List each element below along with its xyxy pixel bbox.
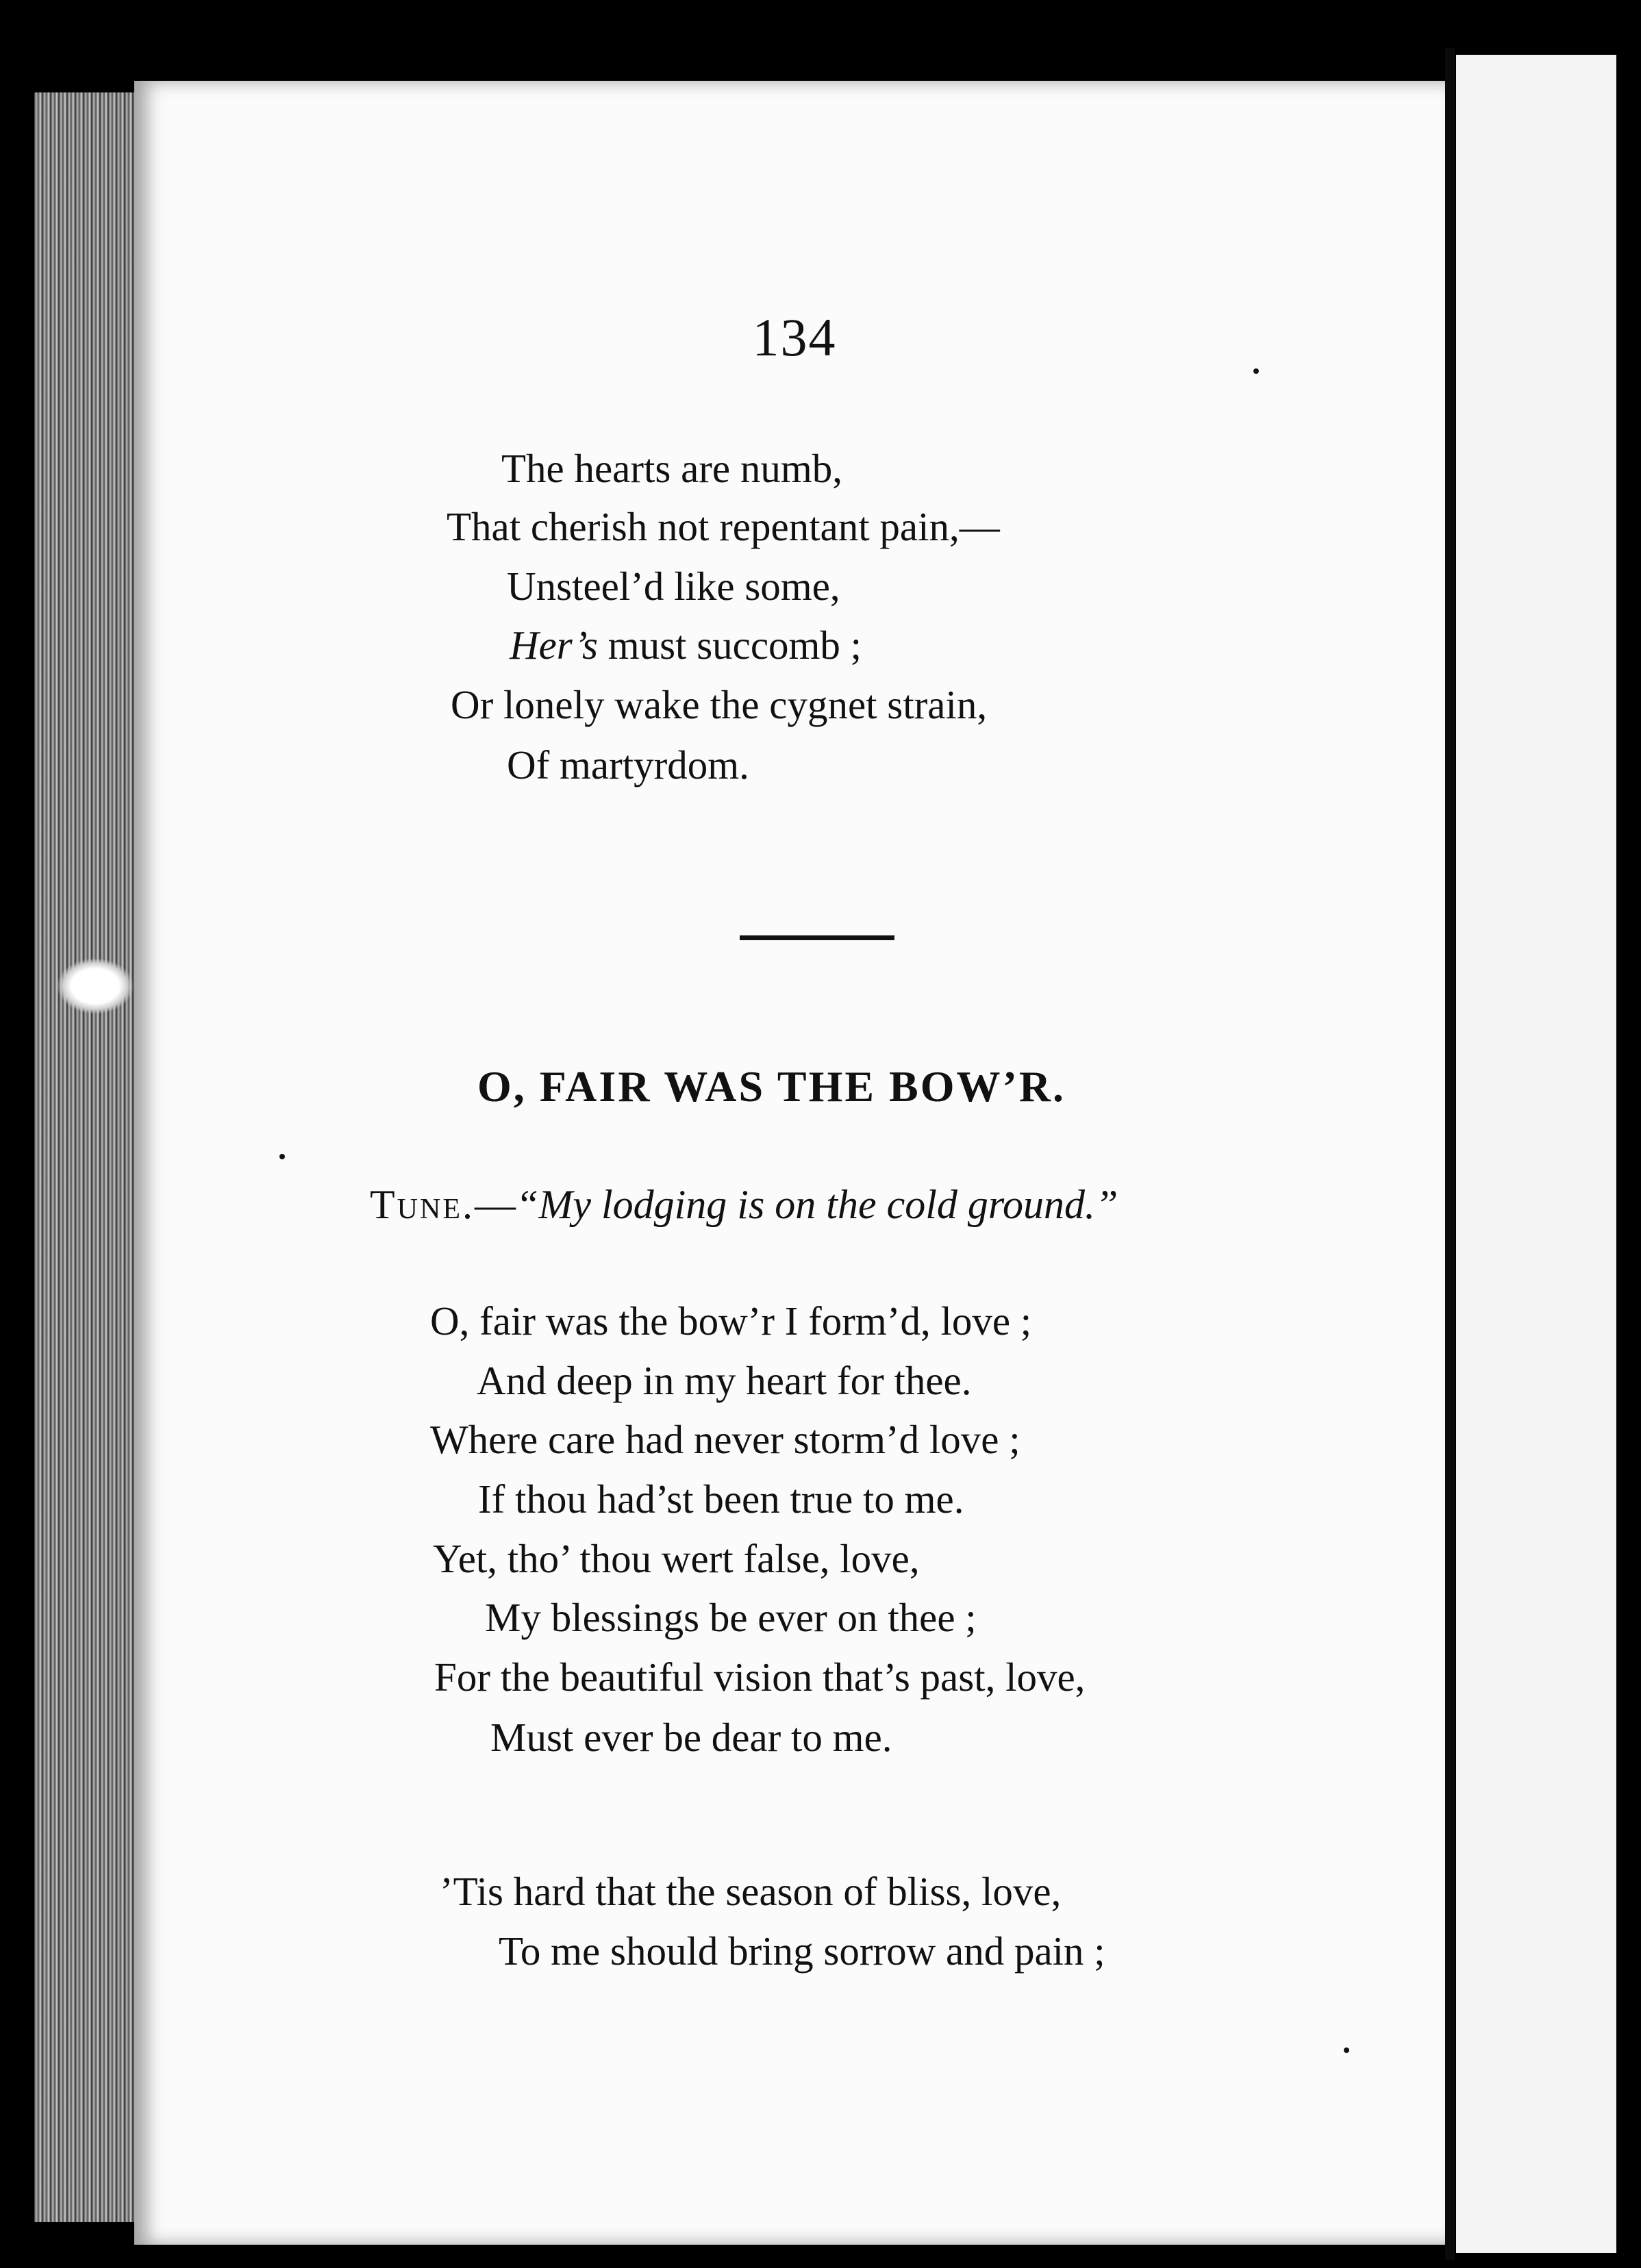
tune-dash: —	[474, 1182, 516, 1227]
line-text: Unsteel’d like some,	[507, 564, 840, 609]
scan-border	[1616, 0, 1641, 2268]
song-line: ’Tis hard that the season of bliss, love,	[440, 1869, 1062, 1914]
ink-speck	[1253, 368, 1259, 374]
poem-line	[447, 503, 1000, 551]
section-divider	[740, 935, 894, 940]
ink-speck	[279, 1154, 285, 1159]
poem-line	[451, 681, 987, 729]
line-text: The hearts are numb,	[501, 446, 843, 491]
line-text: Of martyrdom.	[507, 742, 749, 788]
book-page	[134, 81, 1446, 2245]
paper-blemish	[58, 959, 133, 1013]
page-edges	[34, 92, 137, 2222]
page-number: 134	[752, 307, 837, 367]
tune-name: “My lodging is on the cold ground.”	[515, 1182, 1118, 1227]
line-text: That cherish not repentant pain,—	[447, 504, 1000, 549]
song-line: O, fair was the bow’r I form’d, love ;	[430, 1298, 1032, 1344]
song-line: My blessings be ever on thee ;	[485, 1595, 977, 1640]
song-title: O, FAIR WAS THE BOW’R.	[477, 1062, 1066, 1111]
song-line: Yet, tho’ thou wert false, love,	[433, 1536, 920, 1581]
song-line: If thou had’st been true to me.	[478, 1476, 964, 1522]
facing-page-edge	[1456, 55, 1620, 2253]
ink-speck	[1344, 2048, 1349, 2053]
italic-word: Her’s	[510, 622, 598, 668]
song-line: To me should bring sorrow and pain ;	[499, 1928, 1105, 1974]
song-line: And deep in my heart for thee.	[477, 1358, 972, 1403]
gutter-shadow	[1445, 48, 1455, 2260]
poem-line	[507, 563, 840, 610]
line-text: Or lonely wake the cygnet strain,	[451, 682, 988, 727]
tune-line	[370, 1181, 1118, 1228]
poem-line	[501, 445, 842, 492]
song-line: Where care had never storm’d love ;	[430, 1417, 1020, 1462]
poem-line	[507, 742, 749, 789]
poem-line	[510, 622, 862, 669]
tune-label: Tune.	[370, 1182, 475, 1227]
line-text: must succomb ;	[597, 622, 862, 668]
song-line: Must ever be dear to me.	[490, 1715, 892, 1760]
song-line: For the beautiful vision that’s past, love,	[434, 1654, 1086, 1700]
